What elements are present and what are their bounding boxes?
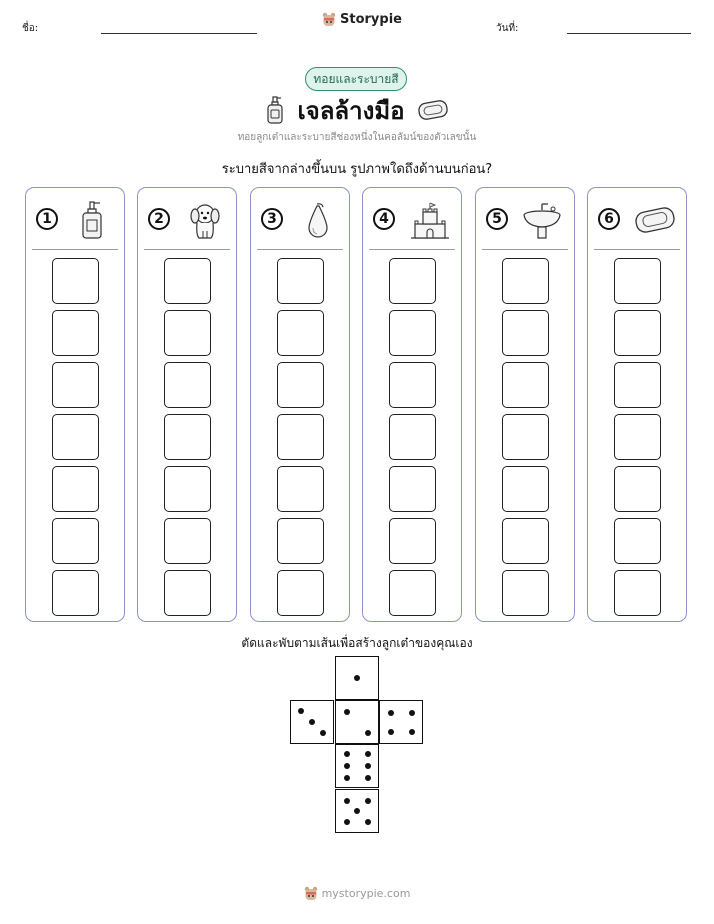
column-number: 3 xyxy=(261,208,283,230)
pip xyxy=(344,709,350,715)
sandcastle-icon xyxy=(407,200,453,240)
column-number: 2 xyxy=(148,208,170,230)
color-box[interactable] xyxy=(389,518,436,564)
color-box[interactable] xyxy=(614,570,661,616)
pip xyxy=(365,763,371,769)
color-box[interactable] xyxy=(164,466,211,512)
pip xyxy=(344,798,350,804)
brand-name: Storypie xyxy=(340,12,402,27)
color-box[interactable] xyxy=(614,518,661,564)
page-title: เจลล้างมือ xyxy=(297,96,405,125)
pip xyxy=(344,751,350,757)
color-box[interactable] xyxy=(164,570,211,616)
pip xyxy=(388,710,394,716)
date-label: วันที่: xyxy=(496,23,519,34)
die-cut-instructions: ตัดและพับตามเส้นเพื่อสร้างลูกเต๋าของคุณเอง xyxy=(241,636,473,650)
color-box[interactable] xyxy=(164,362,211,408)
color-box[interactable] xyxy=(52,414,99,460)
pip xyxy=(354,675,360,681)
color-box[interactable] xyxy=(614,414,661,460)
pip xyxy=(344,819,350,825)
color-box[interactable] xyxy=(52,310,99,356)
column-3 xyxy=(250,187,350,622)
color-box[interactable] xyxy=(277,466,324,512)
color-box[interactable] xyxy=(502,570,549,616)
color-box[interactable] xyxy=(389,414,436,460)
color-box[interactable] xyxy=(52,570,99,616)
color-box[interactable] xyxy=(52,258,99,304)
instructions: ทอยลูกเต๋าและระบายสีช่องหนึ่งในคอลัมน์ของตัวเลขนั้น xyxy=(237,132,477,143)
soap-pump-icon xyxy=(70,200,116,240)
pip xyxy=(309,719,315,725)
column-number: 6 xyxy=(598,208,620,230)
color-box[interactable] xyxy=(277,310,324,356)
pip xyxy=(344,775,350,781)
brand-logo xyxy=(322,12,402,27)
color-box[interactable] xyxy=(389,258,436,304)
footer-site: mystorypie.com xyxy=(321,887,411,900)
column-divider xyxy=(594,249,680,250)
color-box[interactable] xyxy=(277,414,324,460)
color-box[interactable] xyxy=(502,518,549,564)
water-drop-icon xyxy=(295,200,341,240)
color-box[interactable] xyxy=(389,362,436,408)
color-box[interactable] xyxy=(614,466,661,512)
column-number: 4 xyxy=(373,208,395,230)
title-row xyxy=(0,94,714,126)
die-face-3 xyxy=(290,700,334,744)
column-divider xyxy=(482,249,568,250)
soap-bar-icon xyxy=(417,99,449,121)
date-line[interactable] xyxy=(567,33,691,34)
die-face-1 xyxy=(335,656,379,700)
color-box[interactable] xyxy=(614,258,661,304)
color-box[interactable] xyxy=(277,258,324,304)
column-6 xyxy=(587,187,687,622)
footer xyxy=(0,886,714,901)
pip xyxy=(354,808,360,814)
color-box[interactable] xyxy=(502,466,549,512)
die-face-6 xyxy=(335,744,379,788)
question: ระบายสีจากล่างขึ้นบน รูปภาพใดถึงด้านบนก่อน? xyxy=(221,162,493,177)
die-face-4 xyxy=(379,700,423,744)
pip xyxy=(409,729,415,735)
pip xyxy=(365,798,371,804)
color-box[interactable] xyxy=(52,362,99,408)
color-box[interactable] xyxy=(502,362,549,408)
column-4 xyxy=(362,187,462,622)
column-divider xyxy=(32,249,118,250)
color-box[interactable] xyxy=(614,362,661,408)
column-2 xyxy=(137,187,237,622)
color-box[interactable] xyxy=(389,466,436,512)
pip xyxy=(344,763,350,769)
activity-tag: ทอยและระบายสี xyxy=(305,67,407,91)
color-box[interactable] xyxy=(502,258,549,304)
column-divider xyxy=(369,249,455,250)
color-box[interactable] xyxy=(389,310,436,356)
puppy-icon xyxy=(182,200,228,240)
color-box[interactable] xyxy=(164,310,211,356)
column-5 xyxy=(475,187,575,622)
pip xyxy=(365,819,371,825)
name-label: ชื่อ: xyxy=(22,23,39,34)
color-box[interactable] xyxy=(277,362,324,408)
pip xyxy=(388,729,394,735)
storypie-mascot-icon xyxy=(304,886,318,901)
color-box[interactable] xyxy=(52,466,99,512)
column-divider xyxy=(257,249,343,250)
column-1 xyxy=(25,187,125,622)
color-box[interactable] xyxy=(164,258,211,304)
color-box[interactable] xyxy=(164,414,211,460)
pip xyxy=(365,730,371,736)
die-face-2 xyxy=(335,700,379,744)
soap-bar-icon xyxy=(632,200,678,240)
pip xyxy=(320,730,326,736)
color-box[interactable] xyxy=(502,310,549,356)
pip xyxy=(298,708,304,714)
hand-gel-icon xyxy=(265,96,285,124)
column-number: 5 xyxy=(486,208,508,230)
column-number: 1 xyxy=(36,208,58,230)
color-box[interactable] xyxy=(614,310,661,356)
die-face-5 xyxy=(335,789,379,833)
column-divider xyxy=(144,249,230,250)
color-box[interactable] xyxy=(277,570,324,616)
pip xyxy=(365,751,371,757)
pip xyxy=(365,775,371,781)
color-box[interactable] xyxy=(502,414,549,460)
color-box[interactable] xyxy=(52,518,99,564)
color-box[interactable] xyxy=(277,518,324,564)
pip xyxy=(409,710,415,716)
storypie-mascot-icon xyxy=(322,12,336,27)
color-box[interactable] xyxy=(389,570,436,616)
name-line[interactable] xyxy=(101,33,257,34)
sink-icon xyxy=(520,200,566,240)
color-box[interactable] xyxy=(164,518,211,564)
die-net xyxy=(290,656,424,836)
